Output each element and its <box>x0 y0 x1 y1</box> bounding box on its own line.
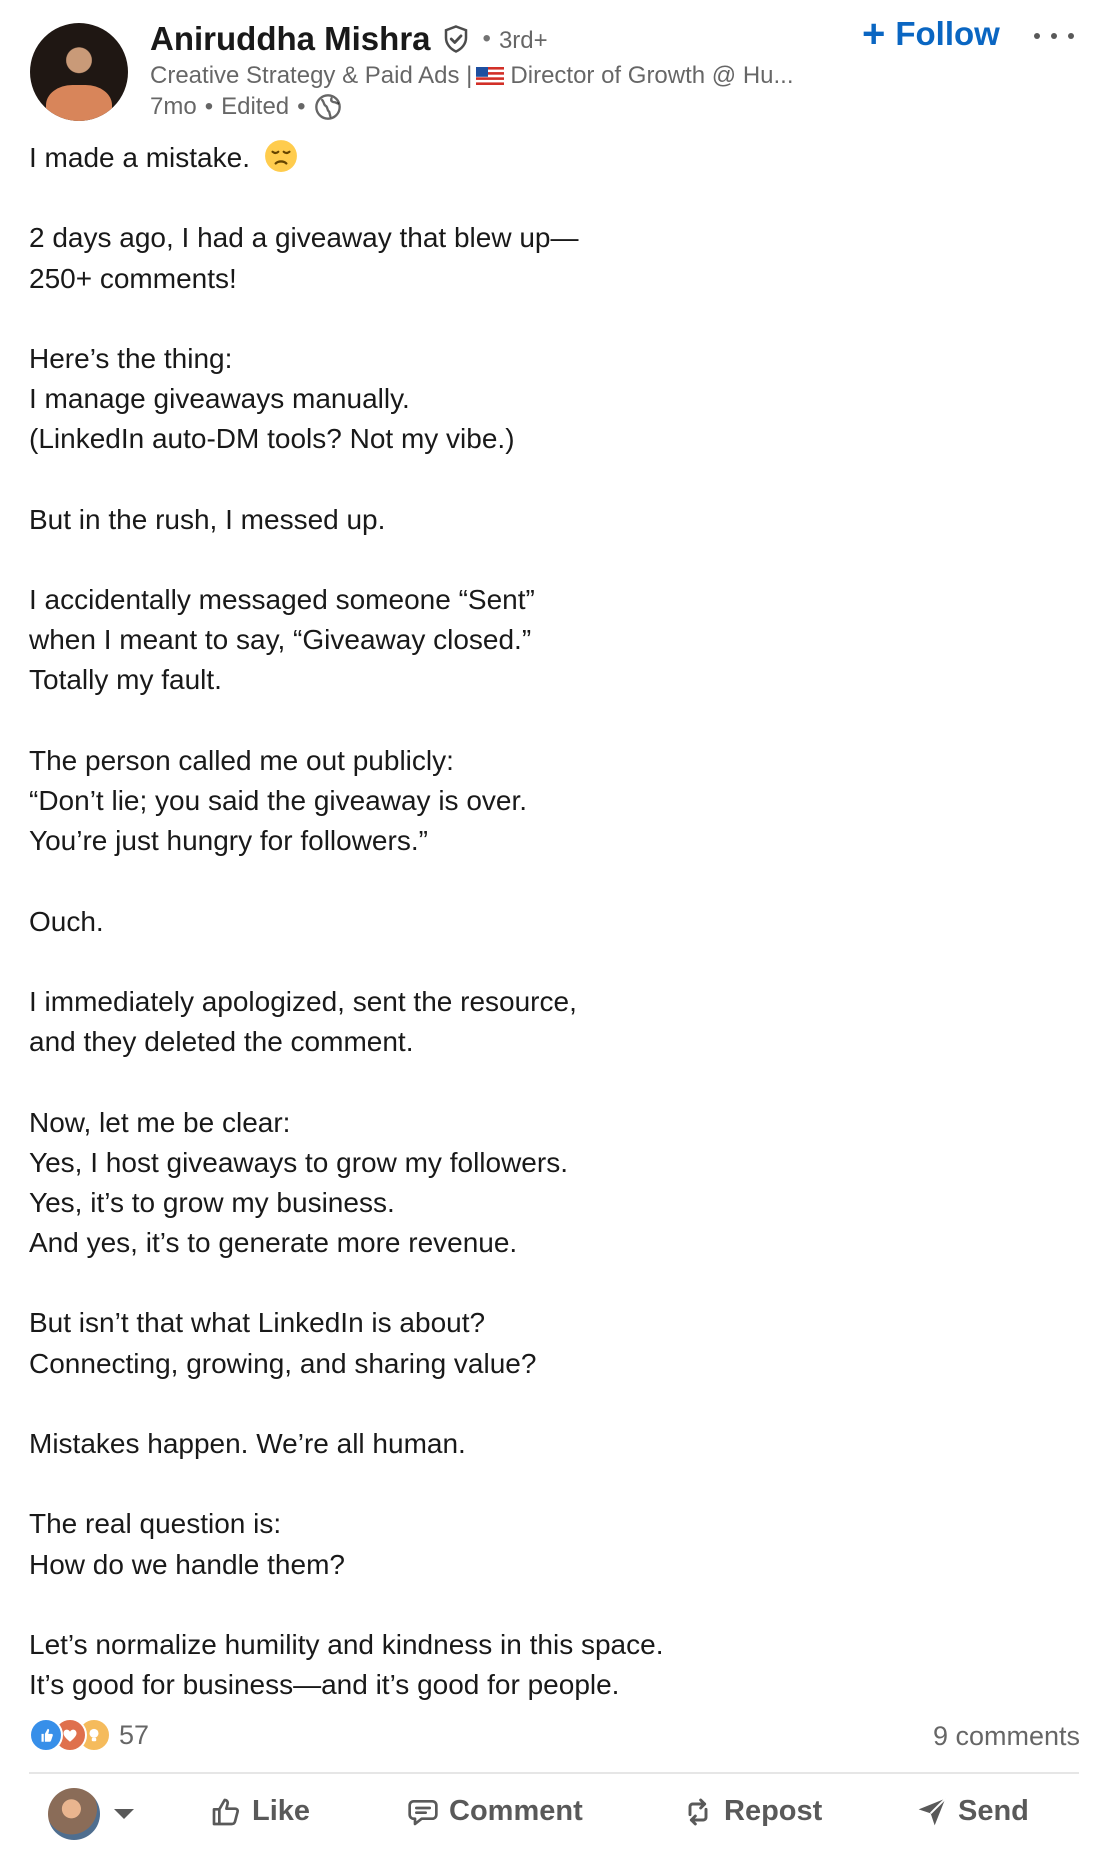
post-line <box>29 259 1069 299</box>
follow-button[interactable] <box>862 14 1000 54</box>
post-line-text: Yes, it’s to grow my business. <box>29 1186 395 1218</box>
post-line-text: Yes, I host giveaways to grow my followers. <box>29 1146 568 1178</box>
repost-label: Repost <box>724 1795 823 1827</box>
post-blank-line <box>29 1263 1069 1303</box>
post-line-text: Totally my fault. <box>29 664 222 696</box>
actor-avatar <box>48 1788 100 1840</box>
post-line <box>29 982 1069 1022</box>
post-line <box>29 1223 1069 1263</box>
post-line <box>29 1143 1069 1183</box>
post-line-text: (LinkedIn auto-DM tools? Not my vibe.) <box>29 423 515 455</box>
like-reaction-icon <box>29 1718 63 1752</box>
post-line <box>29 580 1069 620</box>
like-button[interactable] <box>210 1795 310 1828</box>
send-icon <box>916 1796 948 1828</box>
post-line <box>29 1103 1069 1143</box>
post-line-text: I immediately apologized, sent the resource, <box>29 985 577 1017</box>
post-blank-line <box>29 861 1069 901</box>
edited-label: Edited <box>221 93 290 120</box>
post-meta <box>150 93 342 121</box>
post-line <box>29 1665 1069 1705</box>
post-line <box>29 741 1069 781</box>
post-line-text: Now, let me be clear: <box>29 1106 291 1138</box>
post-time[interactable]: 7mo <box>150 93 197 120</box>
post-line-text: And yes, it’s to generate more revenue. <box>29 1227 518 1259</box>
reactions-summary[interactable] <box>29 1718 149 1752</box>
post-line <box>29 1424 1069 1464</box>
reaction-count[interactable]: 57 <box>119 1719 150 1750</box>
send-button[interactable] <box>916 1795 1029 1828</box>
post-blank-line <box>29 942 1069 982</box>
comment-label: Comment <box>449 1795 583 1827</box>
connection-separator: • <box>482 25 491 52</box>
post-line <box>29 902 1069 942</box>
post-line-text: You’re just hungry for followers.” <box>29 825 428 857</box>
post-line-text: But in the rush, I messed up. <box>29 503 386 535</box>
headline-left: Creative Strategy & Paid Ads | <box>150 62 473 89</box>
post-blank-line <box>29 1585 1069 1625</box>
actor-switcher[interactable] <box>48 1788 134 1840</box>
post-line <box>29 660 1069 700</box>
post-blank-line <box>29 1384 1069 1424</box>
post-blank-line <box>29 1062 1069 1102</box>
post-line <box>29 1545 1069 1585</box>
caret-down-icon <box>114 1809 134 1819</box>
post-line-text: 2 days ago, I had a giveaway that blew up— <box>29 222 579 254</box>
plus-icon: + <box>862 12 886 56</box>
post-line-text: Mistakes happen. We’re all human. <box>29 1428 466 1459</box>
post-line-text: when I meant to say, “Giveaway closed.” <box>29 624 532 656</box>
post-line <box>29 781 1069 821</box>
post-line <box>29 620 1069 660</box>
author-name-row <box>150 20 548 58</box>
post-line-text: Connecting, growing, and sharing value? <box>29 1347 537 1379</box>
post-line-text: It’s good for business—and it’s good for people. <box>29 1669 620 1701</box>
meta-separator-1: • <box>204 93 214 120</box>
post-line-text: and they deleted the comment. <box>29 1026 414 1058</box>
action-bar <box>0 1775 1094 1859</box>
like-label: Like <box>252 1795 311 1827</box>
post-line-text: I manage giveaways manually. <box>29 383 410 415</box>
post-line <box>29 218 1069 258</box>
post-line-text: Here’s the thing: <box>29 342 233 374</box>
send-label: Send <box>958 1795 1029 1827</box>
post-line-text: Let’s normalize humility and kindness in this space. <box>29 1628 664 1660</box>
post-line <box>29 419 1069 459</box>
post-line-text: But isn’t that what LinkedIn is about? <box>29 1307 486 1339</box>
post-blank-line <box>29 178 1069 218</box>
author-name[interactable]: Aniruddha Mishra <box>150 20 431 57</box>
post-line <box>29 1504 1069 1544</box>
post-blank-line <box>29 460 1069 500</box>
post-line-text: I accidentally messaged someone “Sent” <box>29 584 535 616</box>
post-blank-line <box>29 1464 1069 1504</box>
post-line <box>29 339 1069 379</box>
post-line <box>29 138 1069 178</box>
post-line-text: The person called me out publicly: <box>29 744 454 776</box>
globe-icon <box>314 93 342 121</box>
post-line <box>29 1303 1069 1343</box>
like-icon <box>210 1796 242 1828</box>
more-options-icon[interactable] <box>1034 18 1074 54</box>
meta-separator-2: • <box>297 93 306 120</box>
post-line-text: I made a mistake. <box>29 142 250 173</box>
post-line <box>29 1183 1069 1223</box>
post-line <box>29 379 1069 419</box>
post-blank-line <box>29 540 1069 580</box>
post-text <box>29 138 1069 1705</box>
post-line <box>29 1022 1069 1062</box>
verified-shield-icon <box>441 24 471 54</box>
comments-count[interactable]: 9 comments <box>932 1721 1080 1751</box>
actions-divider <box>29 1772 1079 1774</box>
post-blank-line <box>29 701 1069 741</box>
post-line <box>29 821 1069 861</box>
post-line <box>29 500 1069 540</box>
author-headline <box>150 62 840 90</box>
headline-right: Director of Growth @ Hu... <box>510 62 794 89</box>
follow-label: Follow <box>895 15 1000 52</box>
disappointed-face-icon <box>264 139 298 173</box>
post-line-text: “Don’t lie; you said the giveaway is over. <box>29 785 528 816</box>
connection-degree: 3rd+ <box>498 27 548 54</box>
post-line-text: How do we handle them? <box>29 1548 345 1580</box>
post-line-text: 250+ comments! <box>29 262 237 294</box>
comment-icon <box>407 1796 439 1828</box>
repost-icon <box>682 1796 714 1828</box>
us-flag-icon <box>476 64 504 82</box>
repost-button[interactable] <box>682 1795 822 1828</box>
comment-button[interactable] <box>407 1795 583 1828</box>
post-line-text: The real question is: <box>29 1508 282 1540</box>
post-line <box>29 1625 1069 1665</box>
post-blank-line <box>29 299 1069 339</box>
author-avatar[interactable] <box>30 23 128 121</box>
post-line-text: Ouch. <box>29 905 104 937</box>
post-line <box>29 1344 1069 1384</box>
